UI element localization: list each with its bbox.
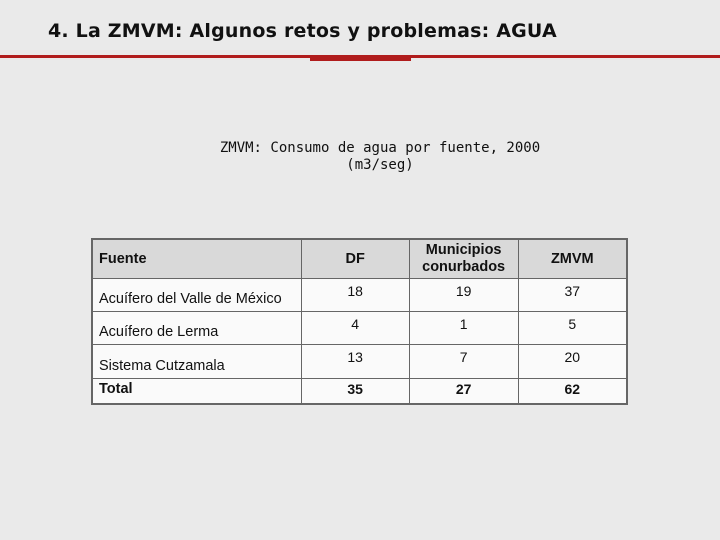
row-label: Sistema Cutzamala — [93, 345, 302, 378]
cell-zmvm: 20 — [518, 345, 626, 378]
cell-municipios: 1 — [409, 312, 518, 345]
header-fuente: Fuente — [93, 240, 302, 279]
total-df: 35 — [301, 378, 409, 403]
cell-df: 4 — [301, 312, 409, 345]
water-consumption-table — [91, 238, 628, 405]
data-table — [92, 239, 627, 404]
row-label: Acuífero del Valle de México — [93, 279, 302, 312]
header-zmvm: ZMVM — [518, 240, 626, 279]
total-label: Total — [93, 378, 302, 403]
total-zmvm: 62 — [518, 378, 626, 403]
table-total-row — [93, 378, 627, 403]
header-df: DF — [301, 240, 409, 279]
cell-df: 18 — [301, 279, 409, 312]
table-header-row — [93, 240, 627, 279]
table-row — [93, 279, 627, 312]
table-row — [93, 312, 627, 345]
table-row — [93, 345, 627, 378]
table-caption — [0, 140, 720, 174]
total-municipios: 27 — [409, 378, 518, 403]
row-label: Acuífero de Lerma — [93, 312, 302, 345]
cell-zmvm: 5 — [518, 312, 626, 345]
cell-df: 13 — [301, 345, 409, 378]
title-accent-bar — [310, 58, 411, 61]
caption-units: (m3/seg) — [346, 157, 414, 173]
cell-municipios: 7 — [409, 345, 518, 378]
header-municipios: Municipios conurbados — [409, 240, 518, 279]
cell-zmvm: 37 — [518, 279, 626, 312]
cell-municipios: 19 — [409, 279, 518, 312]
caption-title: ZMVM: Consumo de agua por fuente, 2000 — [219, 140, 541, 156]
slide-title: 4. La ZMVM: Algunos retos y problemas: AGUA — [48, 20, 557, 42]
